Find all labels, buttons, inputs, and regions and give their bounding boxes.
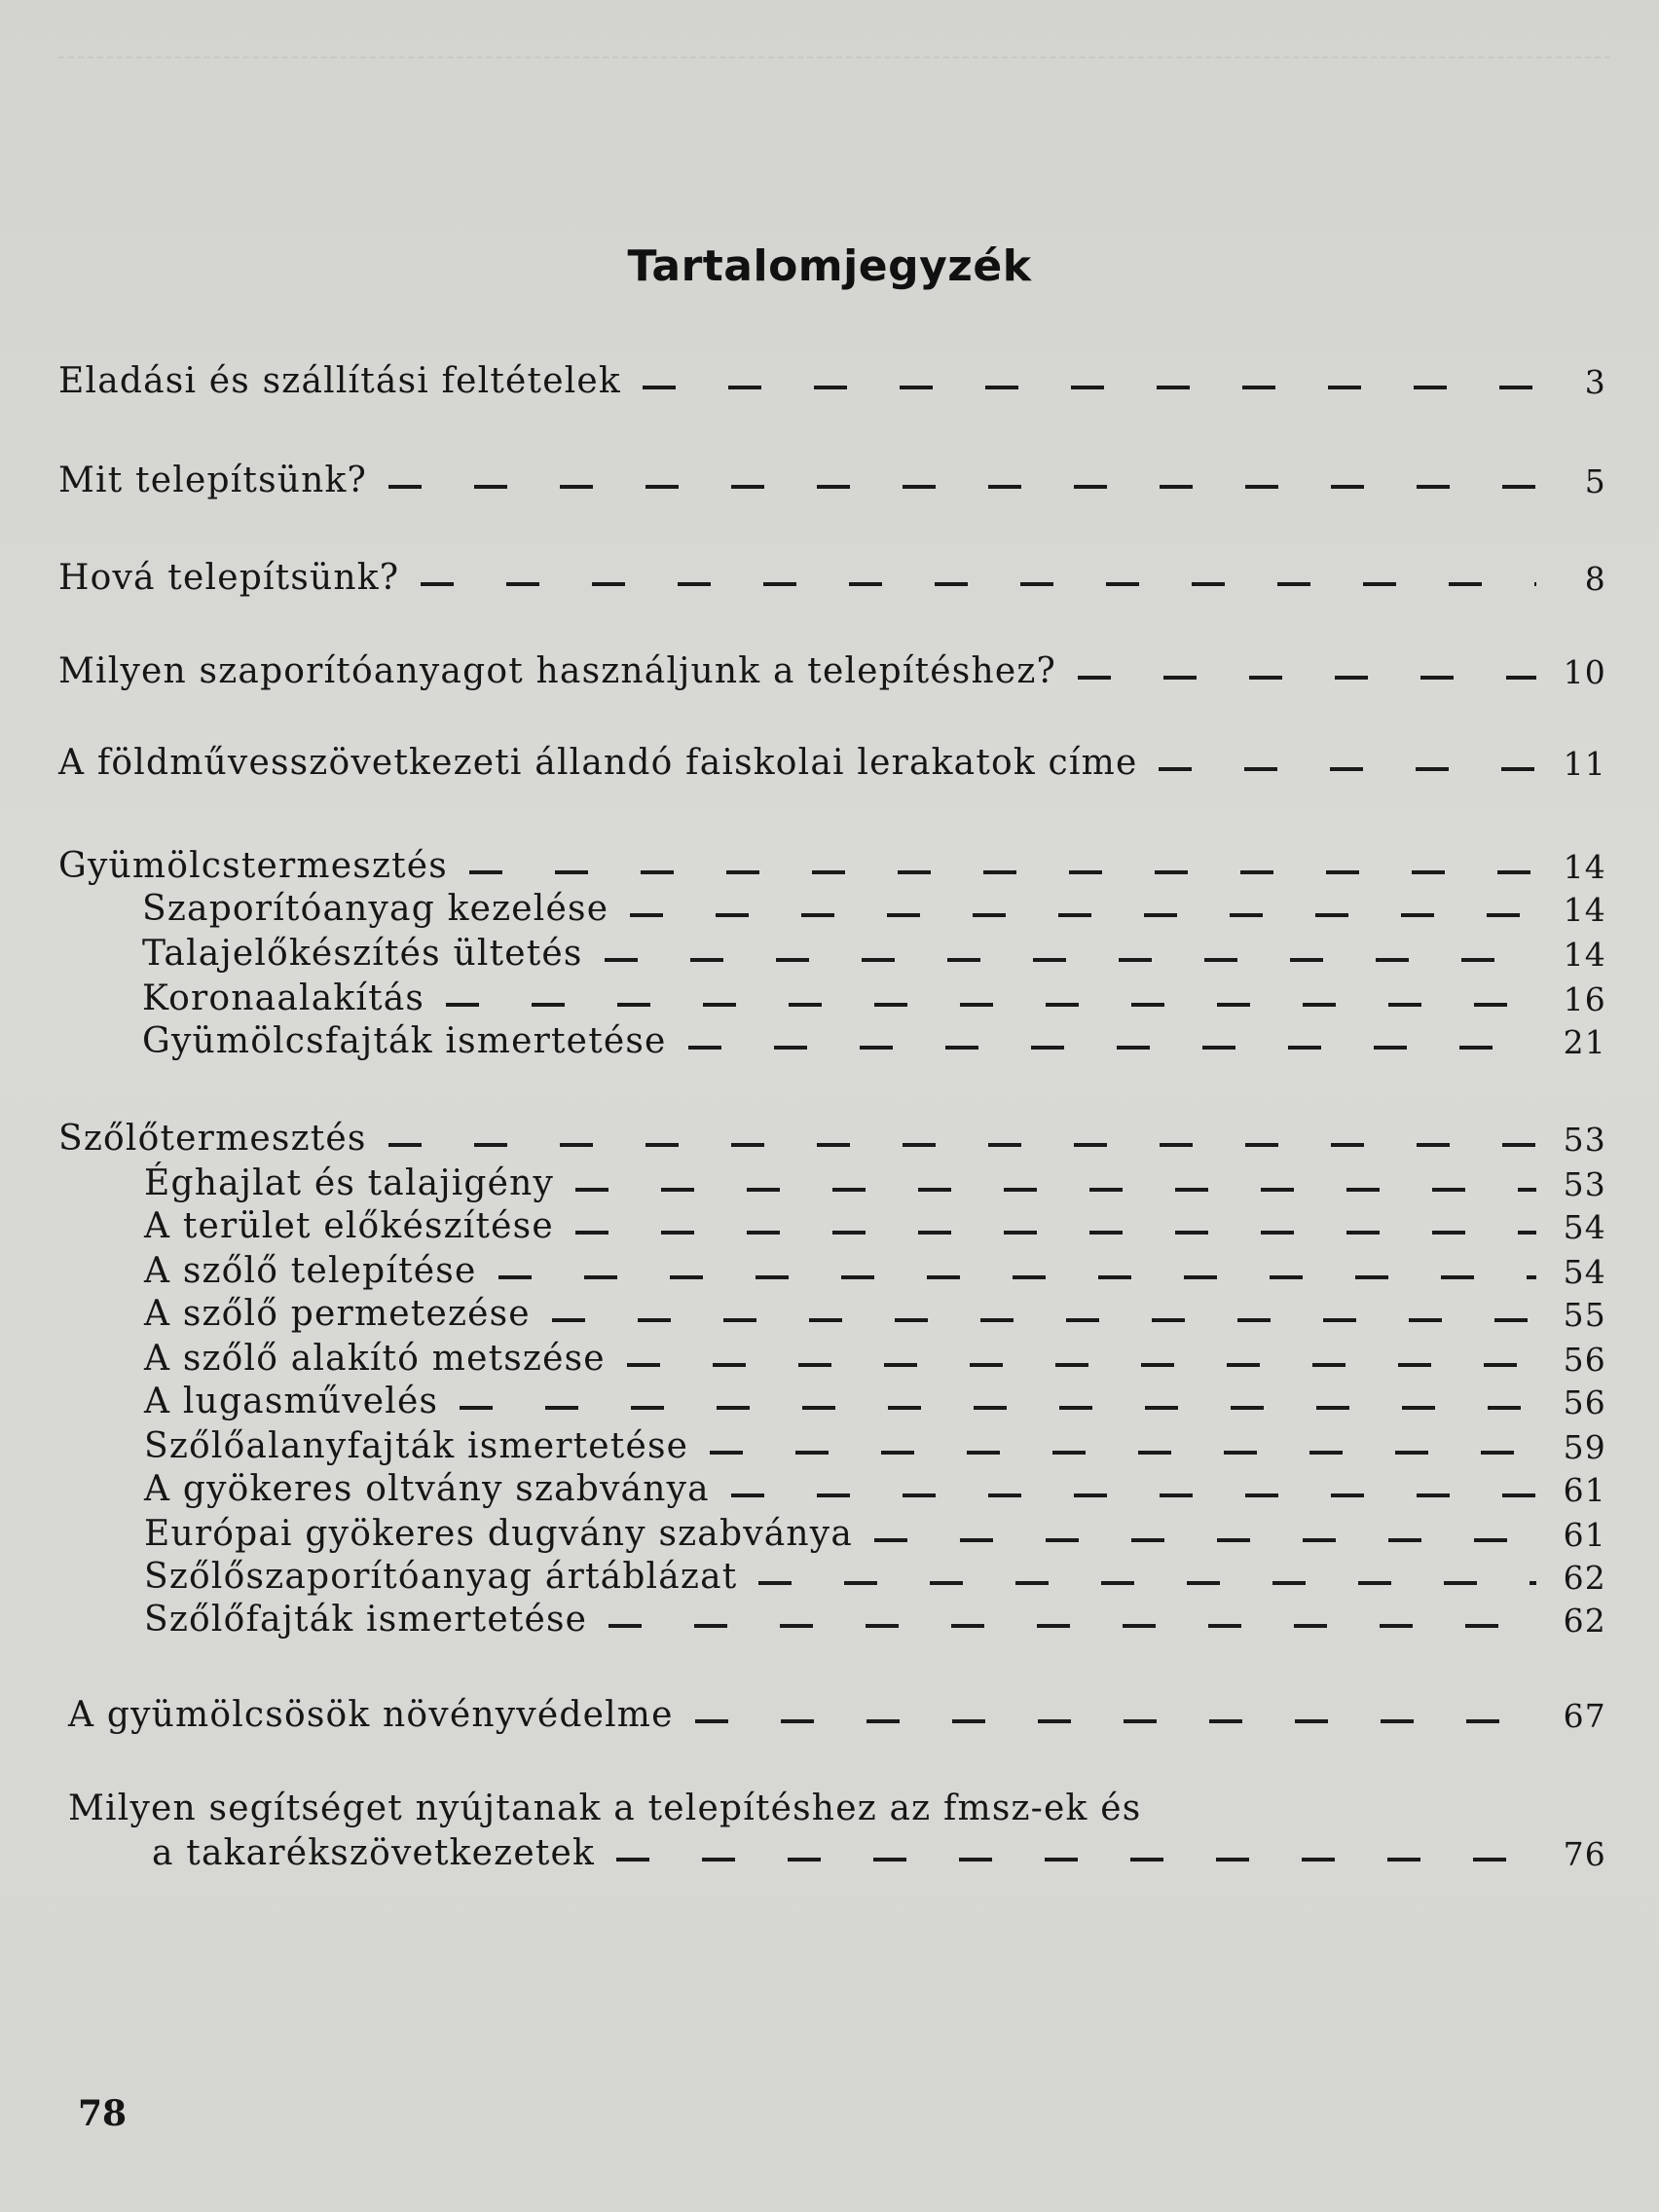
toc-entry-title: A szőlő permetezése [144,1294,531,1334]
toc-page-number: 11 [1563,745,1606,783]
toc-entry-title: Szaporítóanyag kezelése [142,889,609,929]
toc-subentry [144,1157,1606,1203]
toc-section-heading [68,1688,1606,1735]
toc-subentry [144,1419,1606,1466]
toc-leader [460,1406,1536,1410]
toc-leader [874,1538,1536,1542]
toc-page-number: 62 [1563,1559,1606,1597]
toc-subentry [142,927,1606,974]
toc-leader [469,870,1536,874]
toc-subentry [144,1244,1606,1291]
toc-subentry [144,1593,1606,1640]
toc-page-number: 61 [1563,1516,1606,1554]
toc-subentry [144,1375,1606,1421]
toc-subentry [144,1550,1606,1597]
toc-page-number: 67 [1563,1697,1606,1735]
toc-page-number: 5 [1584,462,1606,500]
toc-entry-title: A szőlő telepítése [144,1251,477,1291]
toc-entry [58,354,1606,401]
toc-page-number: 3 [1584,363,1606,401]
toc-entry-title: Milyen szaporítóanyagot használjunk a telepítéshez? [58,651,1057,691]
toc-leader [388,485,1536,489]
toc-entry-title: A lugasművelés [144,1382,439,1421]
toc-leader [731,1493,1536,1497]
toc-page-number: 16 [1563,980,1606,1018]
toc-entry [58,645,1606,691]
toc-subentry [142,972,1606,1018]
toc-entry-title: Európai gyökeres dugvány szabványa [144,1514,853,1554]
toc-page-number: 53 [1563,1165,1606,1203]
toc-entry-title: A gyökeres oltvány szabványa [144,1469,710,1509]
toc-subentry [144,1287,1606,1334]
toc-entry [58,551,1606,598]
toc-entry-title: Szőlőtermesztés [58,1119,367,1159]
toc-leader [575,1188,1536,1192]
page-title: Tartalomjegyzék [627,241,1032,291]
toc-section-heading [58,1112,1606,1159]
toc-leader [575,1231,1536,1235]
toc-entry-title: Szőlőalanyfajták ismertetése [144,1426,689,1466]
toc-subentry [142,1014,1606,1061]
toc-page-number: 53 [1563,1121,1606,1159]
toc-entry-title: Koronaalakítás [142,978,425,1018]
toc-entry-title: Milyen segítséget nyújtanak a telepítéshez az fmsz-ek és [68,1788,1142,1828]
toc-leader [608,1624,1536,1628]
toc-entry-title: Mit telepítsünk? [58,461,368,500]
toc-page-number: 14 [1563,936,1606,974]
toc-subentry [144,1462,1606,1509]
toc-entry-title: A földművesszövetkezeti állandó faiskolai lerakatok címe [58,743,1138,783]
toc-leader [605,958,1536,962]
toc-leader [498,1275,1537,1279]
toc-leader [710,1451,1536,1455]
toc-page-number: 8 [1584,560,1606,598]
toc-entry-title: A szőlő alakító metszése [144,1339,606,1379]
toc-leader [688,1046,1536,1050]
toc-page-number: 54 [1563,1253,1606,1291]
toc-page-number: 14 [1563,891,1606,929]
toc-subentry [142,882,1606,929]
toc-page-number: 56 [1563,1341,1606,1379]
toc-section-heading [68,1782,1606,1828]
toc-entry-title: a takarékszövetkezetek [152,1833,596,1873]
toc-leader [421,582,1536,586]
toc-page-number: 14 [1563,848,1606,886]
toc-entry-title: Gyümölcstermesztés [58,846,448,886]
toc-entry-title: Éghajlat és talajigény [144,1163,555,1203]
toc-leader [388,1143,1536,1147]
show-through [58,0,1610,2212]
toc-page-number: 61 [1563,1471,1606,1509]
toc-subentry [144,1332,1606,1379]
toc-entry-title: Szőlőfajták ismertetése [144,1600,588,1640]
toc-leader [446,1003,1536,1007]
toc-leader [695,1719,1536,1723]
toc-page-number: 10 [1563,653,1606,691]
toc-entry [58,736,1606,783]
toc-entry [58,454,1606,500]
page-number: 78 [78,2093,128,2134]
toc-page-number: 76 [1563,1835,1606,1873]
toc-entry-title: A terület előkészítése [144,1206,554,1246]
toc-leader [758,1581,1536,1585]
toc-page-number: 59 [1563,1428,1606,1466]
toc-leader [627,1363,1536,1367]
toc-leader [552,1318,1536,1322]
toc-entry-title: A gyümölcsösök növényvédelme [68,1695,674,1735]
toc-page-number: 62 [1563,1602,1606,1640]
toc-subentry [144,1199,1606,1246]
toc-leader [1159,767,1536,771]
toc-entry-title: Talajelőkészítés ültetés [142,934,583,974]
toc-entry-continuation [152,1826,1606,1873]
toc-page-number: 54 [1563,1208,1606,1246]
toc-entry-title: Eladási és szállítási feltételek [58,361,621,401]
toc-entry-title: Gyümölcsfajták ismertetése [142,1021,667,1061]
toc-page-number: 56 [1563,1383,1606,1421]
toc-leader [1078,676,1536,680]
toc-section-heading [58,839,1606,886]
toc-page-number: 21 [1563,1023,1606,1061]
toc-leader [643,386,1536,389]
toc-leader [630,913,1536,917]
toc-entry-title: Szőlőszaporítóanyag ártáblázat [144,1557,738,1597]
toc-page-number: 55 [1563,1296,1606,1334]
toc-subentry [144,1507,1606,1554]
toc-leader [616,1858,1536,1862]
toc-entry-title: Hová telepítsünk? [58,558,400,598]
